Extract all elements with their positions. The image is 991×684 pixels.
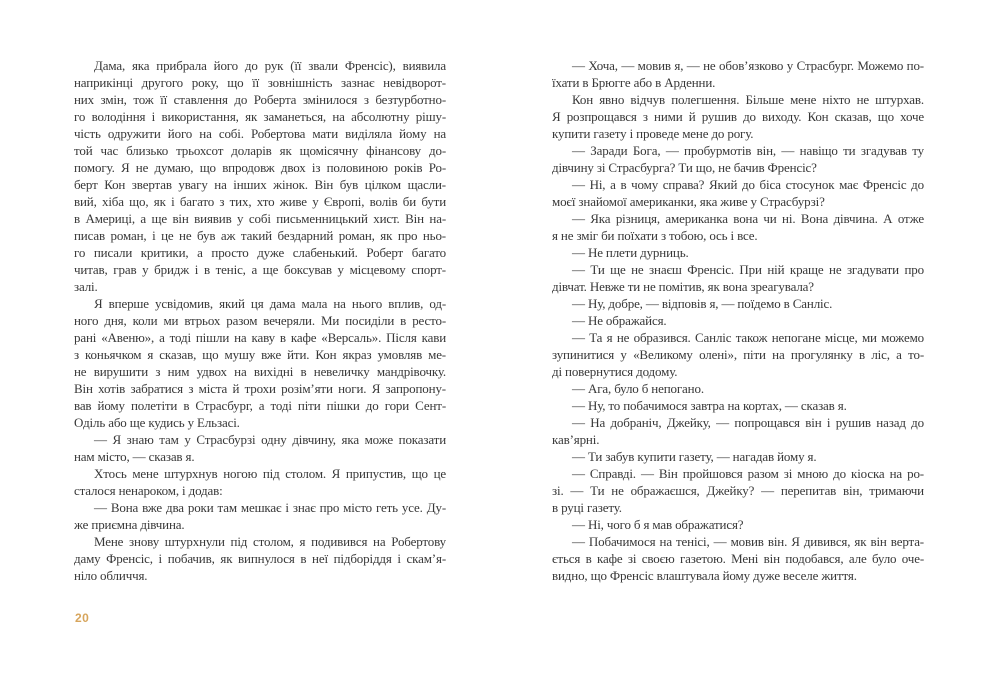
- text-line: ється в кафе зі своєю газетою. Мені він подобався, але було оче-: [552, 551, 924, 566]
- text-line: го писали критики, а просто дуже слабенький. Роберт багато: [74, 245, 446, 260]
- text-line: — Вона вже два роки там мешкає і знає про місто геть усе. Ду-: [94, 500, 446, 515]
- text-line: кав’ярні.: [552, 432, 600, 447]
- text-line: — Яка різниця, американка вона чи ні. Вона дівчина. А отже: [572, 211, 924, 226]
- text-line: — Ні, а в чому справа? Який до біса стосунок має Френсіс до: [572, 177, 924, 192]
- text-line: — Хоча, — мовив я, — не обов’язково у Страсбург. Можемо по-: [572, 58, 924, 73]
- text-line: — Я знаю там у Страсбурзі одну дівчину, яка може показати: [94, 432, 446, 447]
- text-line: — Ні, чого б я мав ображатися?: [572, 517, 744, 532]
- text-line: — Не ображайся.: [572, 313, 667, 328]
- text-line: рані «Авеню», а тоді пішли на каву в кафе «Версаль». Після кави: [74, 330, 446, 345]
- text-line: Він хотів забратися з міста й трохи розім’яти ноги. Я запропону-: [74, 381, 446, 396]
- text-line: залі.: [74, 279, 98, 294]
- text-line: ного дня, коли ми втрьох разом вечеряли. Ми посиділи в ресто-: [74, 313, 446, 328]
- text-line: Хтось мене штурхнув ногою під столом. Я припустив, що це: [94, 466, 446, 481]
- text-line: писав роман, і це не був аж такий бездарний роман, як про ньо-: [74, 228, 446, 243]
- text-line: нам місто, — сказав я.: [74, 449, 195, 464]
- text-line: дівчат. Невже ти не помітив, як вона зреагувала?: [552, 279, 814, 294]
- text-line: го володіння і використання, як заманеться, на абсолютну рішу-: [74, 109, 446, 124]
- text-line: — Справді. — Він пройшовся разом зі мною до кіоска на ро-: [572, 466, 924, 481]
- text-line: видно, що Френсіс влаштувала йому дуже веселе життя.: [552, 568, 857, 583]
- text-line: — Ага, було б непогано.: [572, 381, 704, 396]
- text-line: — Побачимося на тенісі, — мовив він. Я дивився, як він верта-: [572, 534, 924, 549]
- text-line: — Та я не образився. Санліс також непогане місце, ми можемо: [572, 330, 924, 345]
- text-line: — Не плети дурниць.: [572, 245, 689, 260]
- text-line: зупинитися у «Великому олені», піти на прогулянку в ліс, а то-: [552, 347, 924, 362]
- left-page-text: [74, 57, 446, 584]
- text-line: — На добраніч, Джейку, — попрощався він і рушив назад до: [572, 415, 924, 430]
- text-line: — Ти ще не знаєш Френсіс. При ній краще не згадувати про: [572, 262, 924, 277]
- text-line: — Ну, то побачимося завтра на кортах, — сказав я.: [572, 398, 847, 413]
- text-line: Кон явно відчув полегшення. Більше мене ніхто не штурхав.: [572, 92, 924, 107]
- text-line: з коньячком я сказав, що мушу вже йти. Кон якраз умовляв ме-: [74, 347, 446, 362]
- text-line: берт Кон звертав увагу на інших жінок. Він був цілком щасли-: [74, 177, 446, 192]
- text-line: ніло обличчя.: [74, 568, 148, 583]
- text-line: же приємна дівчина.: [74, 517, 185, 532]
- text-line: — Заради Бога, — пробурмотів він, — навіщо ти згадував ту: [572, 143, 924, 158]
- text-line: їхати в Брюгге або в Арденни.: [552, 75, 716, 90]
- text-line: даму Френсіс, і побачив, як випнулося в неї підборіддя і скам’я-: [74, 551, 446, 566]
- text-line: моєї знайомої американки, яка живе у Страсбурзі?: [552, 194, 825, 209]
- text-line: сталося ненароком, і додав:: [74, 483, 223, 498]
- text-line: не вирушити з ним удвох на вихідні в невеличку мандрівочку.: [74, 364, 446, 379]
- text-line: Я розпрощався з ними й рушив до виходу. Кон сказав, що хоче: [552, 109, 924, 124]
- text-line: читав, грав у бридж і в теніс, а ще боксував у місцевому спорт-: [74, 262, 446, 277]
- text-line: помогу. Я не думаю, що впродовж двох із половиною років Ро-: [74, 160, 446, 175]
- text-line: в руці газету.: [552, 500, 622, 515]
- text-line: — Ну, добре, — відповів я, — поїдемо в Санліс.: [572, 296, 833, 311]
- text-line: вий, хіба що, як і багато з тих, хто живе у Європі, волів би бути: [74, 194, 446, 209]
- text-line: Дама, яка прибрала його до рук (її звали Френсіс), виявила: [94, 58, 446, 73]
- page-number: 20: [75, 611, 90, 625]
- text-line: Я вперше усвідомив, який ця дама мала на нього вплив, од-: [94, 296, 446, 311]
- text-line: зі. — Ти не ображаєшся, Джейку? — перепитав він, тримаючи: [552, 483, 924, 498]
- text-line: я не зміг би поїхати з тобою, ось і все.: [552, 228, 758, 243]
- text-line: Мене знову штурхнули під столом, я подивився на Робертову: [94, 534, 446, 549]
- text-line: купити газету і проведе мене до рогу.: [552, 126, 754, 141]
- right-page-text: [552, 57, 924, 584]
- text-line: — Ти забув купити газету, — нагадав йому я.: [572, 449, 817, 464]
- text-line: чість одружити його на собі. Робертова мати виділяла йому на: [74, 126, 446, 141]
- text-line: в Америці, а ще він виявив у собі письменницький хист. Він на-: [74, 211, 446, 226]
- text-line: дівчину зі Страсбурга? Ти що, не бачив Френсіс?: [552, 160, 817, 175]
- text-line: Оділь або ще кудись у Ельзасі.: [74, 415, 240, 430]
- text-line: наприкінці другого року, що її зовнішність зазнає невідворот-: [74, 75, 446, 90]
- text-line: ді повернутися додому.: [552, 364, 678, 379]
- text-line: вав йому полетіти в Страсбург, а тоді піти пішки до гори Сент-: [74, 398, 446, 413]
- text-line: них змін, тож її ставлення до Роберта змінилося з безтурботно-: [74, 92, 446, 107]
- text-line: той час близько трьохсот доларів як щомісячну фінансову до-: [74, 143, 446, 158]
